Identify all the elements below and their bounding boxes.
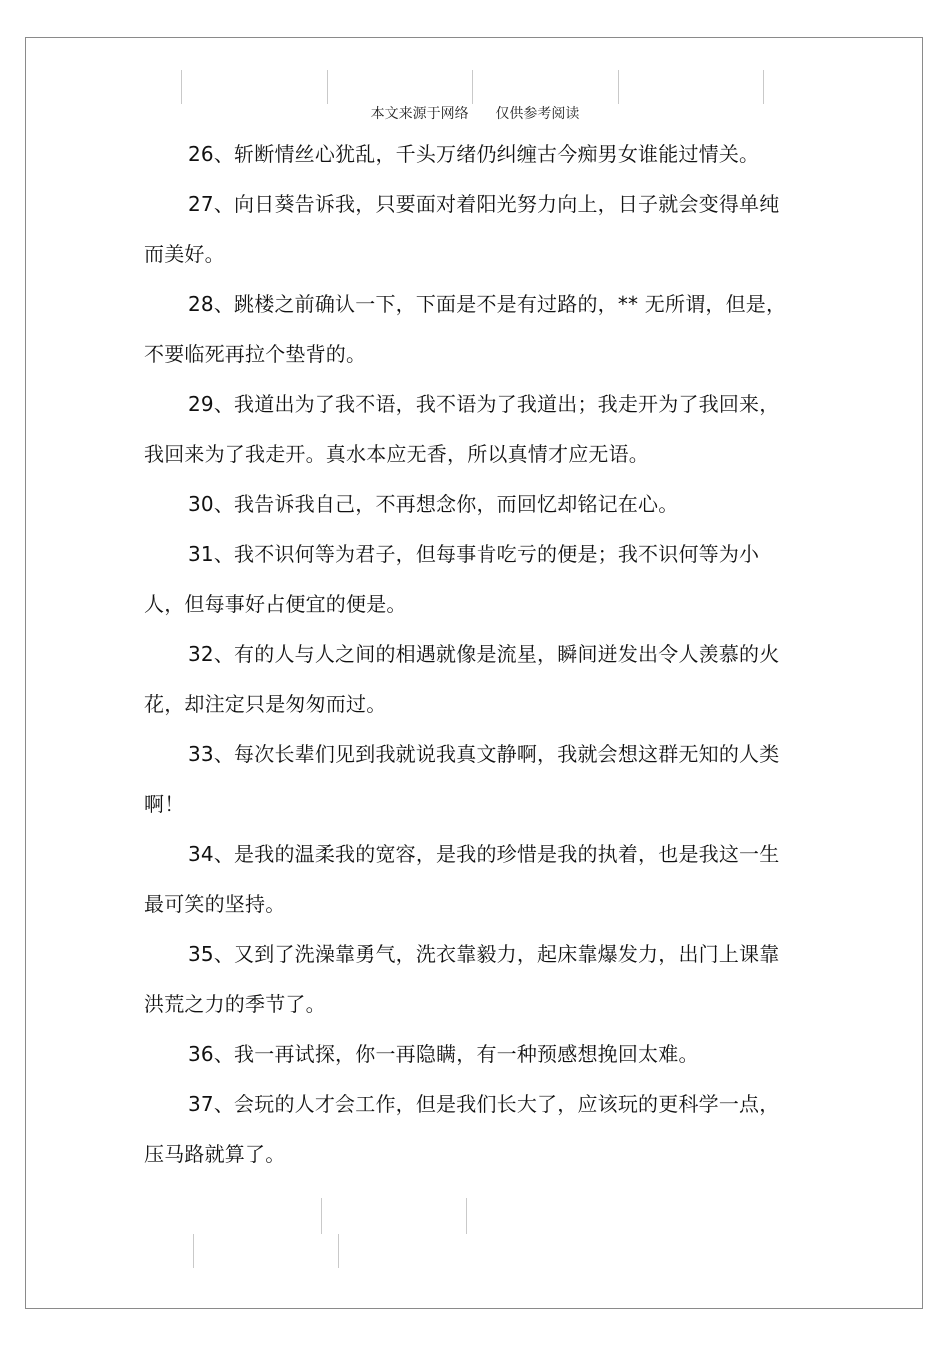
bottom-rule-4	[466, 1198, 467, 1234]
paragraph-36: 36、我一再试探，你一再隐瞒，有一种预感想挽回太难。	[188, 1042, 699, 1066]
document-body	[144, 129, 796, 1179]
top-rule-3	[472, 70, 473, 104]
paragraph-35: 35、又到了洗澡靠勇气，洗衣靠毅力，起床靠爆发力，出门上课靠洪荒之力的季节了。	[144, 942, 780, 1016]
paragraph-33: 33、每次长辈们见到我就说我真文静啊，我就会想这群无知的人类啊！	[144, 742, 780, 816]
paragraph-27: 27、向日葵告诉我，只要面对着阳光努力向上，日子就会变得单纯而美好。	[144, 192, 780, 266]
paragraph-29: 29、我道出为了我不语，我不语为了我道出；我走开为了我回来，我回来为了我走开。真水本应无香，所以真情才应无语。	[144, 392, 780, 466]
bottom-rule-2	[321, 1198, 322, 1234]
paragraph-37: 37、会玩的人才会工作，但是我们长大了，应该玩的更科学一点，压马路就算了。	[144, 1092, 780, 1166]
top-rule-2	[327, 70, 328, 104]
top-rule-5	[763, 70, 764, 104]
paragraph-34: 34、是我的温柔我的宽容，是我的珍惜是我的执着，也是我这一生最可笑的坚持。	[144, 842, 780, 916]
paragraph-26: 26、斩断情丝心犹乱，千头万绪仍纠缠古今痴男女谁能过情关。	[188, 142, 760, 166]
header-note	[0, 103, 950, 123]
reading-note: 仅供参考阅读	[495, 106, 580, 122]
paragraph-31: 31、我不识何等为君子，但每事肯吃亏的便是；我不识何等为小人，但每事好占便宜的便是。	[144, 542, 760, 616]
bottom-rule-3	[338, 1234, 339, 1268]
paragraph-30: 30、我告诉我自己，不再想念你，而回忆却铭记在心。	[188, 492, 679, 516]
top-rule-4	[618, 70, 619, 104]
top-rule-1	[181, 70, 182, 104]
paragraph-32: 32、有的人与人之间的相遇就像是流星，瞬间迸发出令人羡慕的火花，却注定只是匆匆而过。	[144, 642, 780, 716]
bottom-rule-1	[193, 1234, 194, 1268]
paragraph-28: 28、跳楼之前确认一下，下面是不是有过路的，** 无所谓，但是，不要临死再拉个垫背的。	[144, 292, 787, 366]
source-note: 本文来源于网络	[370, 106, 469, 122]
